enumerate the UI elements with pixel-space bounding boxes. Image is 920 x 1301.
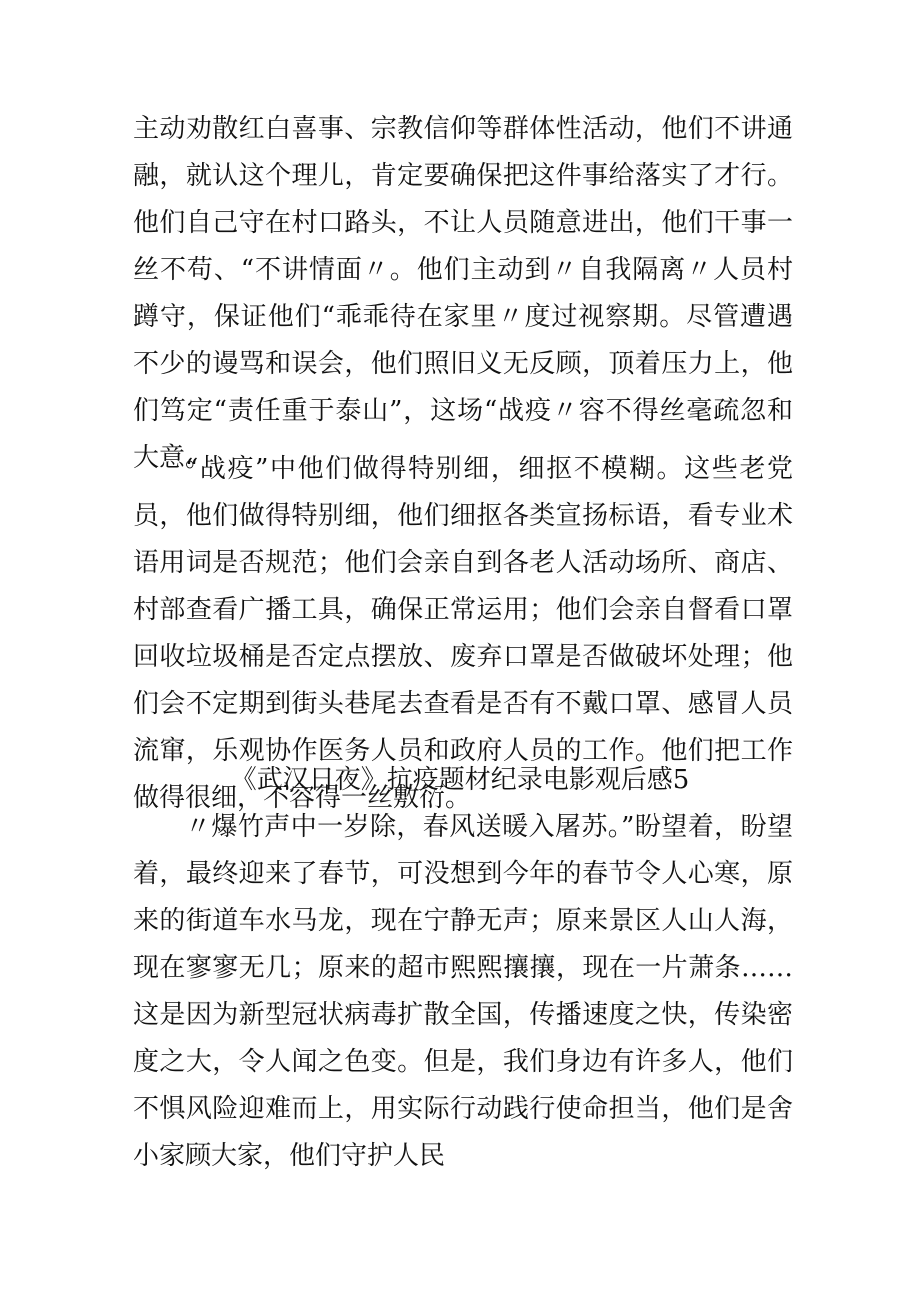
section-heading: 《武汉日夜》抗疫题材纪录电影观后感5 [230, 765, 690, 795]
body-paragraph-3: 〃爆竹声中一岁除，春风送暖入屠苏。”盼望着，盼望着，最终迎来了春节，可没想到今年的春节令人心寒，原来的街道车水马龙，现在宁静无声；原来景区人山人海，现在寥寥无几；原来的超市熙熙攘攘，现在一片萧条……这是因为新型冠状病毒扩散全国，传播速度之快，传染密度之大，令人闻之色变。但是，我们身边有许多人，他们不惧风险迎难而上，用实际行动践行使命担当，他们是舍小家顾大家，他们守护人民 [133, 812, 793, 1171]
body-paragraph-1: 主动劝散红白喜事、宗教信仰等群体性活动，他们不讲通融，就认这个理儿，肯定要确保把这件事给落实了才行。他们自己守在村口路头，不让人员随意进出，他们干事一丝不苟、“不讲情面〃。他们主动到〃自我隔离〃人员村蹲守，保证他们“乖乖待在家里〃度过视察期。尽管遭遇不少的谩骂和误会，他们照旧义无反顾，顶着压力上，他们笃定“责任重于泰山”，这场“战疫〃容不得丝毫疏忽和大意。 [133, 114, 793, 473]
body-paragraph-2: “战疫”中他们做得特别细，细抠不模糊。这些老党员，他们做得特别细，他们细抠各类宣扬标语，看专业术语用词是否规范；他们会亲自到各老人活动场所、商店、村部查看广播工具，确保正常运用；他们会亲自督看口罩回收垃圾桶是否定点摆放、废弃口罩是否做破坏处理；他们会不定期到街头巷尾去查看是否有不戴口罩、感冒人员流窜，乐观协作医务人员和政府人员的工作。他们把工作做得很细，不容得一丝敷衍。 [133, 454, 793, 813]
